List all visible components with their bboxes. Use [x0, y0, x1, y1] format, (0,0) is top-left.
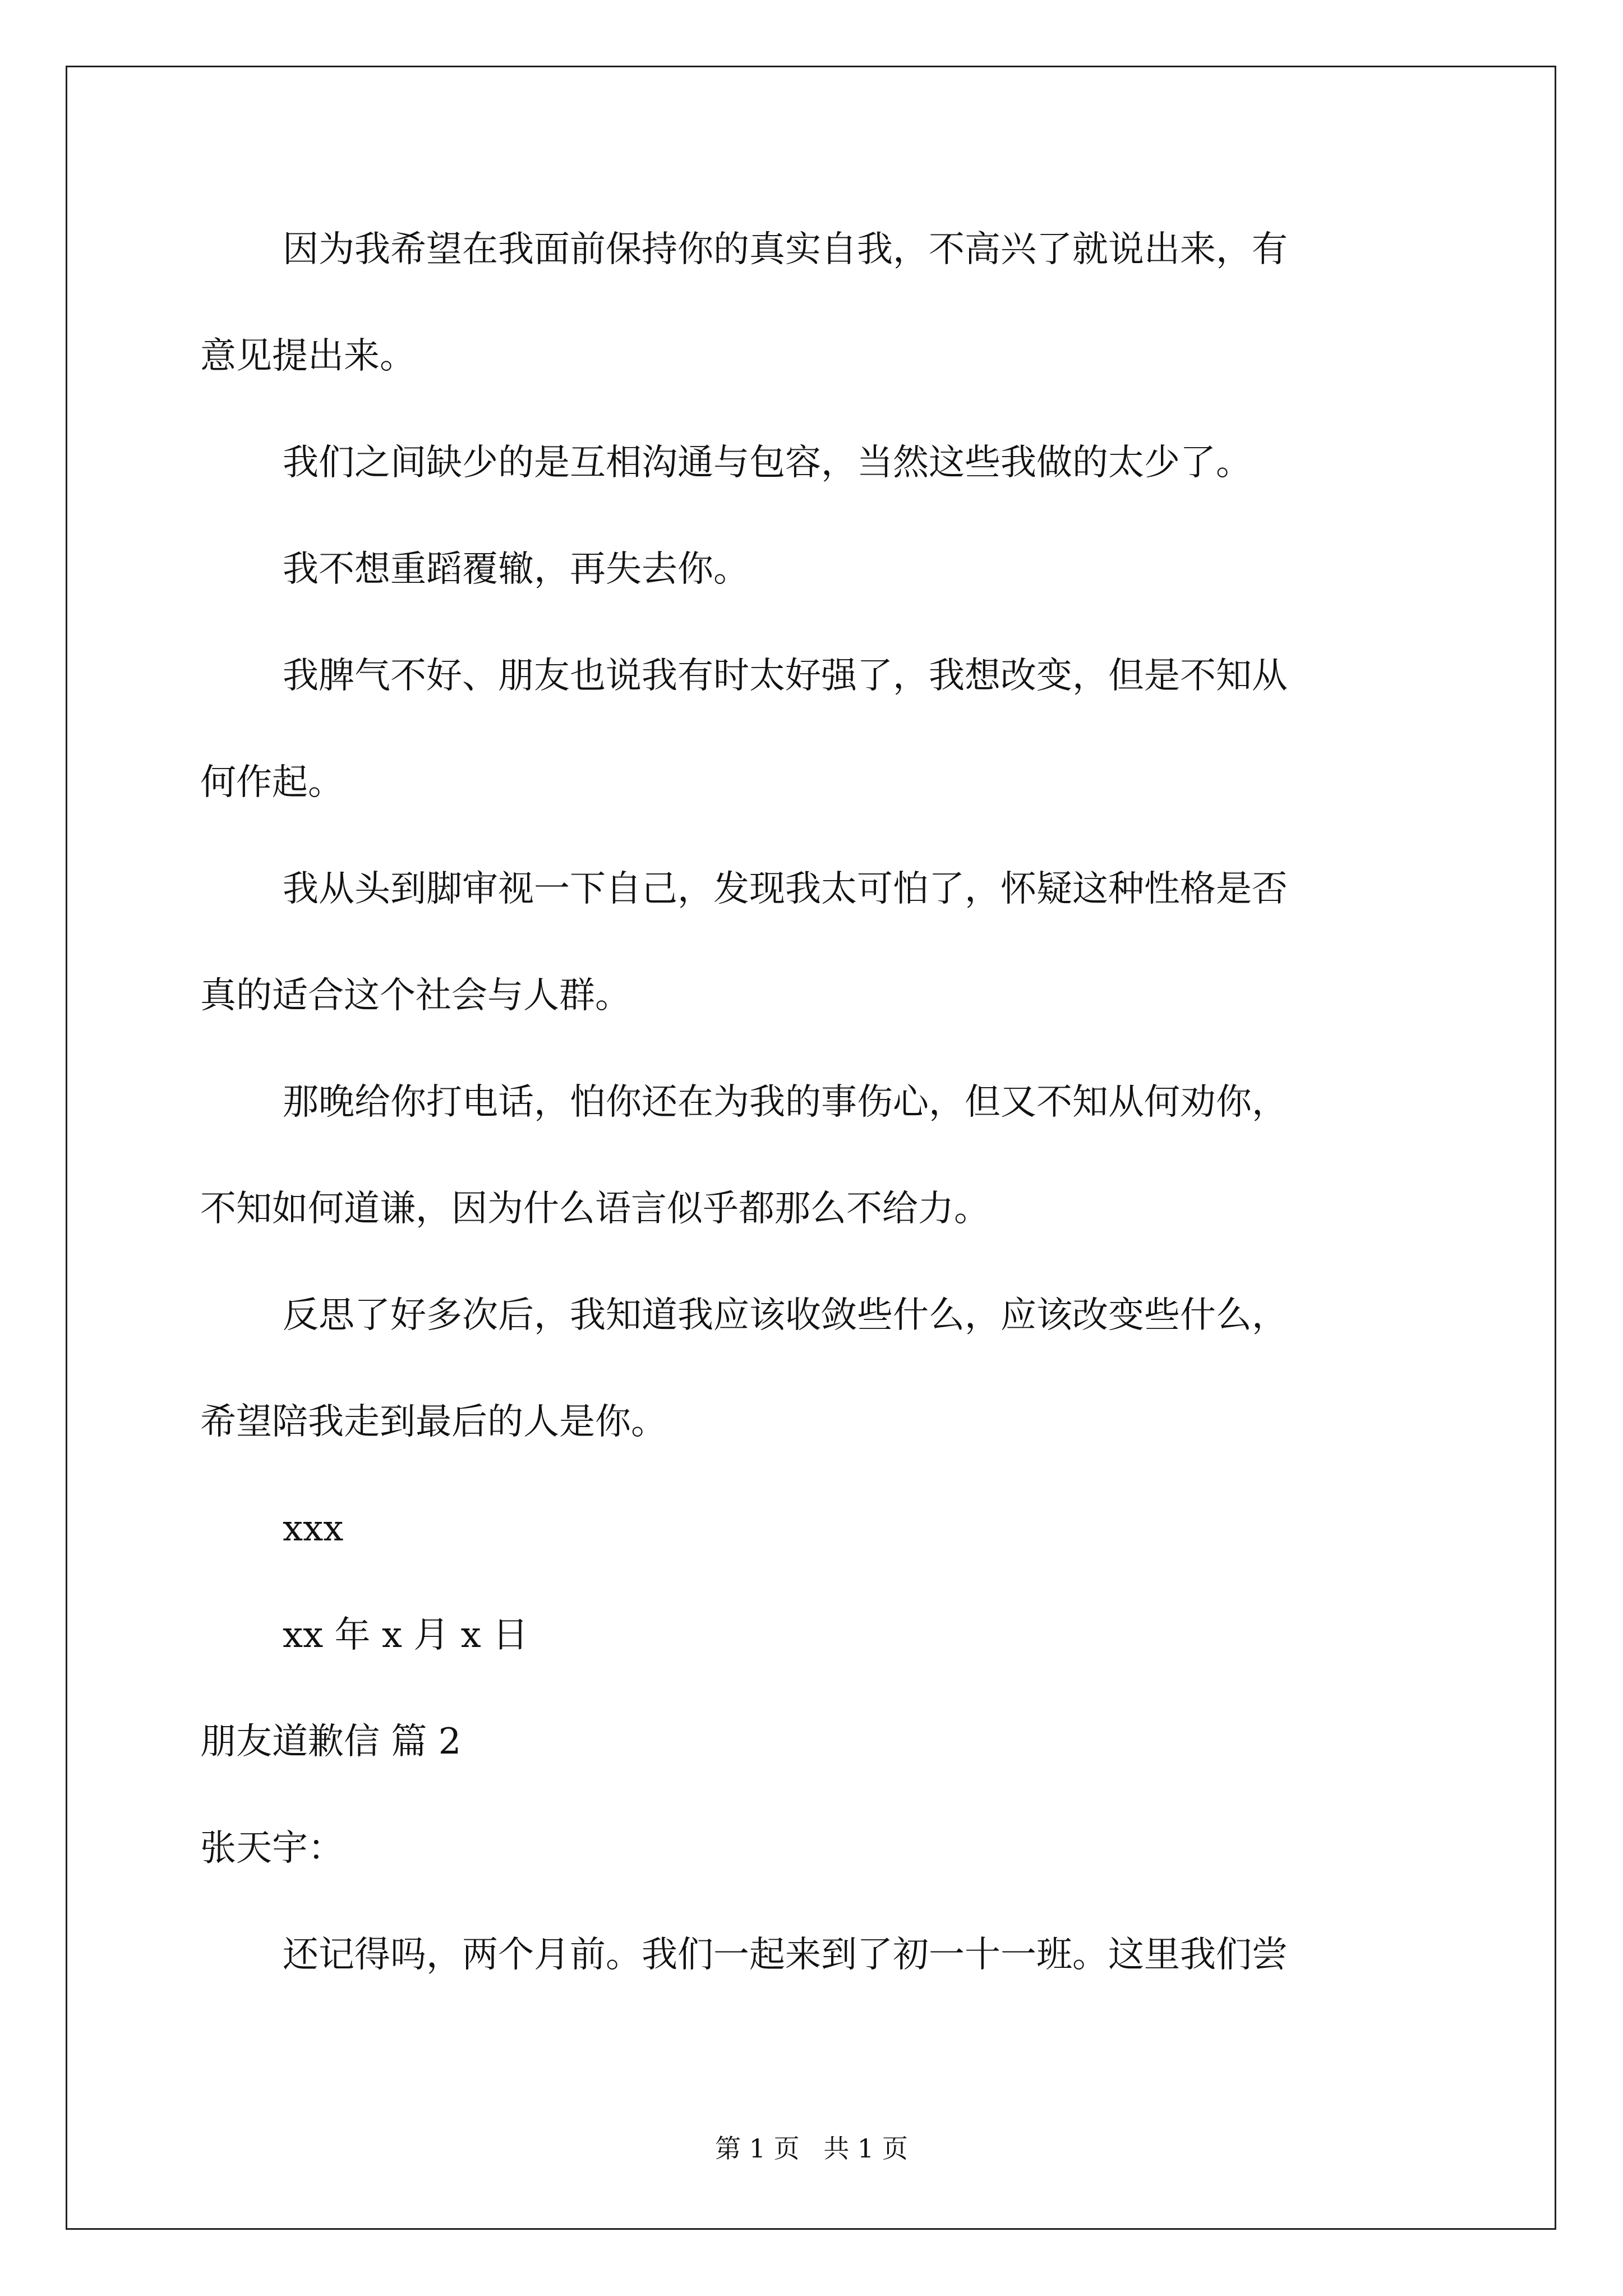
paragraph-line: 那晚给你打电话，怕你还在为我的事伤心，但又不知从何劝你， — [283, 1082, 1288, 1123]
salutation: 张天宇： — [200, 1828, 344, 1869]
page-number-current: 第 1 页 — [715, 2133, 800, 2164]
paragraph-line: 我不想重蹈覆辙，再失去你。 — [283, 549, 749, 590]
paragraph-line: 意见提出来。 — [200, 335, 416, 377]
page-number-total: 共 1 页 — [823, 2133, 908, 2164]
paragraph-line: 我脾气不好、朋友也说我有时太好强了，我想改变，但是不知从 — [283, 655, 1288, 697]
paragraph-line: 还记得吗，两个月前。我们一起来到了初一十一班。这里我们尝 — [283, 1934, 1288, 1976]
signature-name: xxx — [283, 1508, 344, 1549]
paragraph-line: 希望陪我走到最后的人是你。 — [200, 1401, 667, 1443]
paragraph-line: 真的适合这个社会与人群。 — [200, 975, 631, 1016]
signature-date: xx 年 x 月 x 日 — [283, 1614, 529, 1656]
paragraph-line: 不知如何道谦，因为什么语言似乎都那么不给力。 — [200, 1188, 990, 1230]
paragraph-line: 我从头到脚审视一下自己，发现我太可怕了，怀疑这种性格是否 — [283, 868, 1288, 910]
paragraph-line: 我们之间缺少的是互相沟通与包容，当然这些我做的太少了。 — [283, 442, 1252, 484]
page-border — [66, 66, 1556, 2230]
page-footer — [0, 2133, 1623, 2164]
section-heading: 朋友道歉信 篇 2 — [200, 1721, 462, 1763]
paragraph-line: 反思了好多次后，我知道我应该收敛些什么，应该改变些什么， — [283, 1295, 1288, 1336]
paragraph-line: 何作起。 — [200, 762, 344, 803]
paragraph-line: 因为我希望在我面前保持你的真实自我，不高兴了就说出来，有 — [283, 229, 1288, 270]
